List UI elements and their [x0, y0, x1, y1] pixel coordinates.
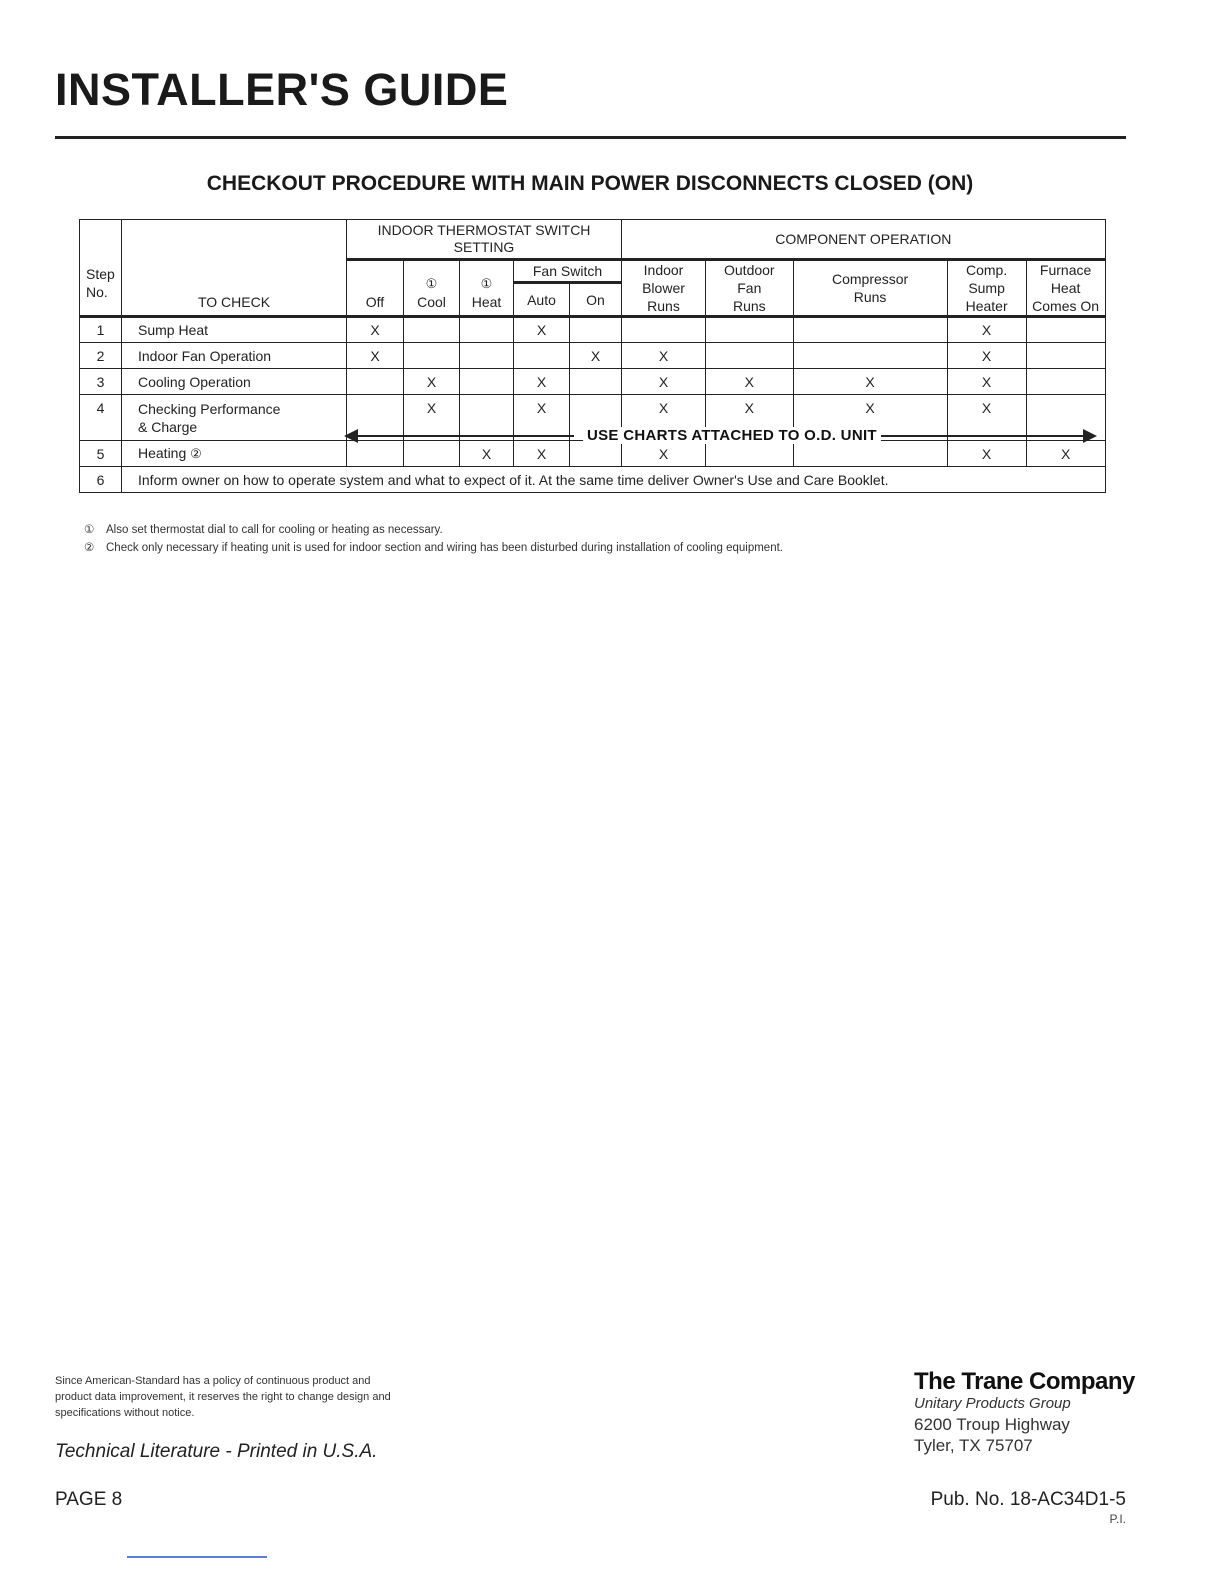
publication-code: P.I.	[1109, 1512, 1126, 1526]
table-row	[80, 343, 1106, 369]
publication-number: Pub. No. 18-AC34D1-5	[930, 1489, 1126, 1510]
cell-cool: X	[404, 369, 460, 395]
cell-blower: X	[622, 441, 706, 467]
footnote-2	[84, 540, 826, 557]
note-mark: ①	[425, 276, 438, 291]
footnote-1	[84, 522, 443, 539]
checkout-table	[79, 219, 1106, 493]
header-on: On	[570, 283, 622, 317]
row-check-label: Heating	[138, 445, 187, 461]
row-step: 2	[80, 343, 122, 369]
footnote-1-text: Also set thermostat dial to call for cooling or heating as necessary.	[106, 524, 443, 536]
row-check: Indoor Fan Operation	[122, 343, 347, 369]
header-heat	[460, 260, 514, 317]
section-title: CHECKOUT PROCEDURE WITH MAIN POWER DISCONNECTS CLOSED (ON)	[206, 172, 974, 195]
header-fan-switch: Fan Switch	[514, 260, 622, 283]
company-address-line2: Tyler, TX 75707	[914, 1436, 1033, 1455]
table-row	[80, 467, 1106, 493]
cell-compressor: X	[793, 369, 947, 395]
note-mark: ①	[84, 524, 95, 536]
arrow-left-icon	[344, 429, 358, 443]
page-number: PAGE 8	[55, 1489, 123, 1510]
cell-off: X	[347, 343, 404, 369]
row-step: 5	[80, 441, 122, 467]
table-row	[80, 317, 1106, 343]
charts-banner	[348, 427, 1093, 445]
cell-auto: X	[514, 441, 570, 467]
header-heat-label: Heat	[471, 294, 502, 310]
charts-banner-label: USE CHARTS ATTACHED TO O.D. UNIT	[583, 427, 881, 444]
header-sump-heater: Comp. Sump Heater	[947, 260, 1026, 317]
header-component-group: COMPONENT OPERATION	[622, 220, 1106, 260]
row-check: Sump Heat	[122, 317, 347, 343]
cell-auto: X	[514, 317, 570, 343]
cell-on: X	[570, 343, 622, 369]
note-mark: ②	[84, 542, 95, 554]
cell-heat: X	[460, 441, 514, 467]
row-check: Inform owner on how to operate system and what to expect of it. At the same time deliver Owner's Use and Care Booklet.	[122, 467, 1106, 493]
row-step: 6	[80, 467, 122, 493]
cell-auto: X	[514, 369, 570, 395]
footnote-2-text: Check only necessary if heating unit is used for indoor section and wiring has been disturbed during installation of cooling equipment.	[106, 542, 783, 554]
header-indoor-blower: Indoor Blower Runs	[622, 260, 706, 317]
cell-sump: X	[947, 343, 1026, 369]
row-check: Checking Performance & Charge	[122, 395, 347, 441]
row-step: 3	[80, 369, 122, 395]
row-step: 4	[80, 395, 122, 441]
header-step: Step No.	[80, 220, 122, 317]
row-check	[122, 441, 347, 467]
cell-furnace: X	[1026, 441, 1105, 467]
header-furnace: Furnace Heat Comes On	[1026, 260, 1105, 317]
cell-blower: X	[622, 395, 706, 441]
title-divider	[55, 136, 1126, 139]
cell-outdoor: X	[706, 395, 794, 441]
cell-sump: X	[947, 441, 1026, 467]
cell-blower: X	[622, 343, 706, 369]
tech-literature: Technical Literature - Printed in U.S.A.	[55, 1441, 378, 1462]
note-mark: ①	[480, 276, 493, 291]
cell-compressor: X	[793, 395, 947, 441]
row-check: Cooling Operation	[122, 369, 347, 395]
header-cool	[404, 260, 460, 317]
arrow-line-left	[348, 435, 574, 437]
link-underline	[127, 1556, 267, 1558]
cell-off: X	[347, 317, 404, 343]
note-mark: ②	[190, 446, 202, 461]
cell-auto: X	[514, 395, 570, 441]
company-name: The Trane Company	[914, 1368, 1135, 1395]
header-auto: Auto	[514, 283, 570, 317]
header-to-check: TO CHECK	[122, 220, 347, 317]
table-row	[80, 369, 1106, 395]
arrow-right-icon	[1083, 429, 1097, 443]
cell-sump: X	[947, 369, 1026, 395]
header-thermostat-group: INDOOR THERMOSTAT SWITCH SETTING	[347, 220, 622, 260]
cell-cool: X	[404, 395, 460, 441]
page-title: INSTALLER'S GUIDE	[55, 64, 509, 115]
cell-outdoor: X	[706, 369, 794, 395]
header-outdoor-fan: Outdoor Fan Runs	[706, 260, 794, 317]
cell-sump: X	[947, 317, 1026, 343]
header-compressor: Compressor Runs	[793, 260, 947, 317]
row-step: 1	[80, 317, 122, 343]
cell-blower: X	[622, 369, 706, 395]
company-group: Unitary Products Group	[914, 1395, 1071, 1412]
company-address-line1: 6200 Troup Highway	[914, 1415, 1070, 1434]
header-cool-label: Cool	[417, 294, 446, 310]
cell-sump: X	[947, 395, 1026, 441]
arrow-line-right	[881, 435, 1093, 437]
header-off: Off	[347, 260, 404, 317]
legal-notice: Since American-Standard has a policy of continuous product and product data improvement, it reserves the right to change design and specifications without notice.	[55, 1375, 391, 1419]
